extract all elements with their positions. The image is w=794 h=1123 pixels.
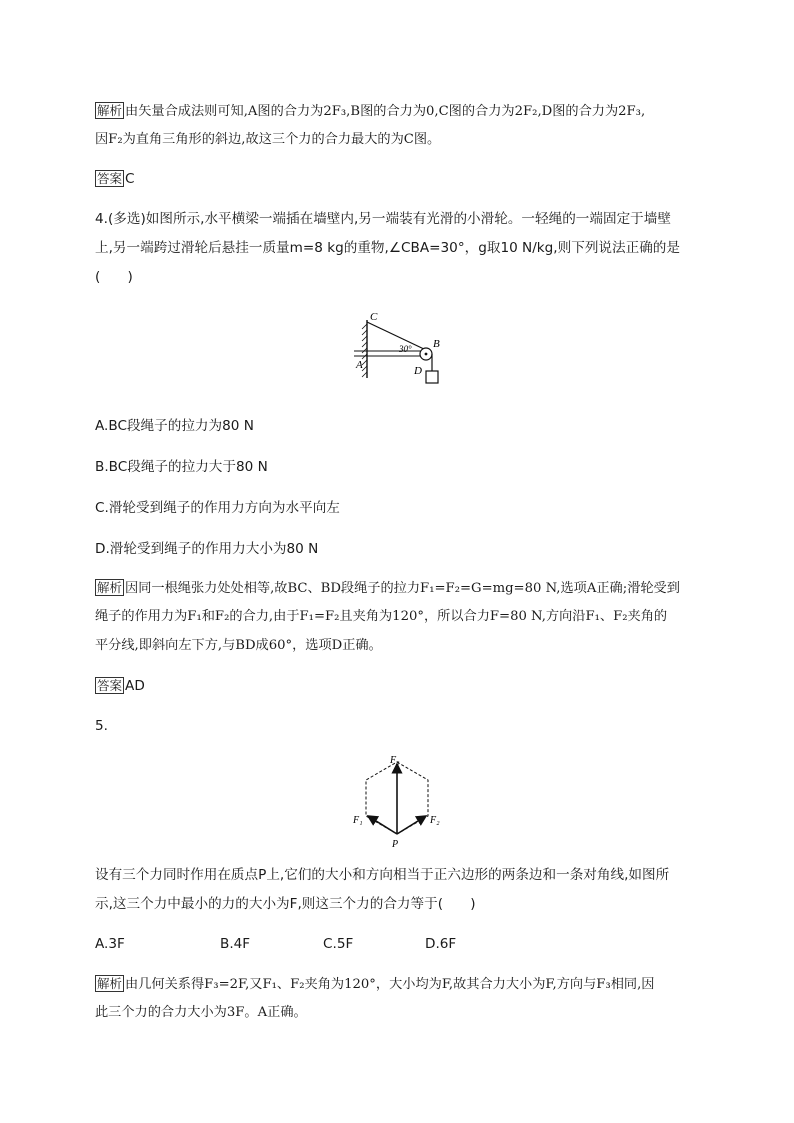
- answer-tag: 答案: [97, 171, 123, 186]
- angle-label: 30°: [399, 344, 412, 354]
- option-4a: A.BC段绳子的拉力为80 N: [95, 418, 254, 434]
- analysis-tag: 解析: [97, 976, 123, 991]
- solution-5-line-1: [95, 975, 654, 994]
- question-4-figure: [350, 308, 450, 390]
- solution-4-line-2: 绳子的作用力为F₁和F₂的合力,由于F₁=F₂且夹角为120°，所以合力F=80 N,方向沿F₁、F₂夹角的: [95, 609, 668, 624]
- label-f3: F₃: [390, 755, 400, 766]
- solution-3-line-1: [95, 102, 645, 121]
- question-5-stem-2: 示,这三个力中最小的力的大小为F,则这三个力的合力等于( ): [95, 896, 476, 912]
- question-5-figure: [350, 752, 450, 852]
- solution-4-line-1: [95, 579, 680, 598]
- label-c: C: [370, 311, 378, 323]
- solution-text: 因同一根绳张力处处相等,故BC、BD段绳子的拉力F₁=F₂=G=mg=80 N,选项A正确;滑轮受到: [125, 581, 680, 596]
- option-4d: D.滑轮受到绳子的作用力大小为80 N: [95, 541, 319, 557]
- analysis-tag: 解析: [97, 580, 123, 595]
- question-4-stem-3: ( ): [95, 269, 133, 285]
- label-a: A: [356, 359, 363, 371]
- option-5c: C.5F: [323, 936, 354, 952]
- question-5-number: 5.: [95, 718, 108, 734]
- option-4b: B.BC段绳子的拉力大于80 N: [95, 459, 268, 475]
- answer-value: C: [125, 171, 135, 187]
- question-4-stem-2: 上,另一端跨过滑轮后悬挂一质量m=8 kg的重物,∠CBA=30°，g取10 N/kg,则下列说法正确的是: [95, 240, 680, 256]
- question-4-stem-1: 4.(多选)如图所示,水平横梁一端插在墙壁内,另一端装有光滑的小滑轮。一轻绳的一端固定于墙壁: [95, 211, 671, 227]
- option-5a: A.3F: [95, 936, 125, 952]
- answer-value: AD: [125, 678, 145, 694]
- label-f1: F₁: [353, 815, 363, 826]
- question-5-stem-1: 设有三个力同时作用在质点P上,它们的大小和方向相当于正六边形的两条边和一条对角线,如图所: [95, 867, 670, 883]
- option-4c: C.滑轮受到绳子的作用力方向为水平向左: [95, 500, 340, 516]
- label-b: B: [433, 338, 440, 350]
- answer-tag: 答案: [97, 678, 123, 693]
- label-p: P: [392, 839, 399, 850]
- label-f2: F₂: [430, 815, 440, 826]
- analysis-tag: 解析: [97, 103, 123, 118]
- answer-4: [95, 677, 145, 695]
- solution-text: 由矢量合成法则可知,A图的合力为2F₃,B图的合力为0,C图的合力为2F₂,D图的合力为2F₃,: [125, 104, 646, 119]
- answer-3: [95, 170, 135, 188]
- label-d: D: [414, 365, 422, 377]
- solution-3-line-2: 因F₂为直角三角形的斜边,故这三个力的合力最大的为C图。: [95, 132, 441, 147]
- option-5b: B.4F: [220, 936, 251, 952]
- option-5d: D.6F: [425, 936, 457, 952]
- solution-text: 由几何关系得F₃=2F,又F₁、F₂夹角为120°，大小均为F,故其合力大小为F,方向与F₃相同,因: [125, 977, 655, 992]
- solution-4-line-3: 平分线,即斜向左下方,与BD成60°，选项D正确。: [95, 638, 382, 653]
- solution-5-line-2: 此三个力的合力大小为3F。A正确。: [95, 1005, 307, 1020]
